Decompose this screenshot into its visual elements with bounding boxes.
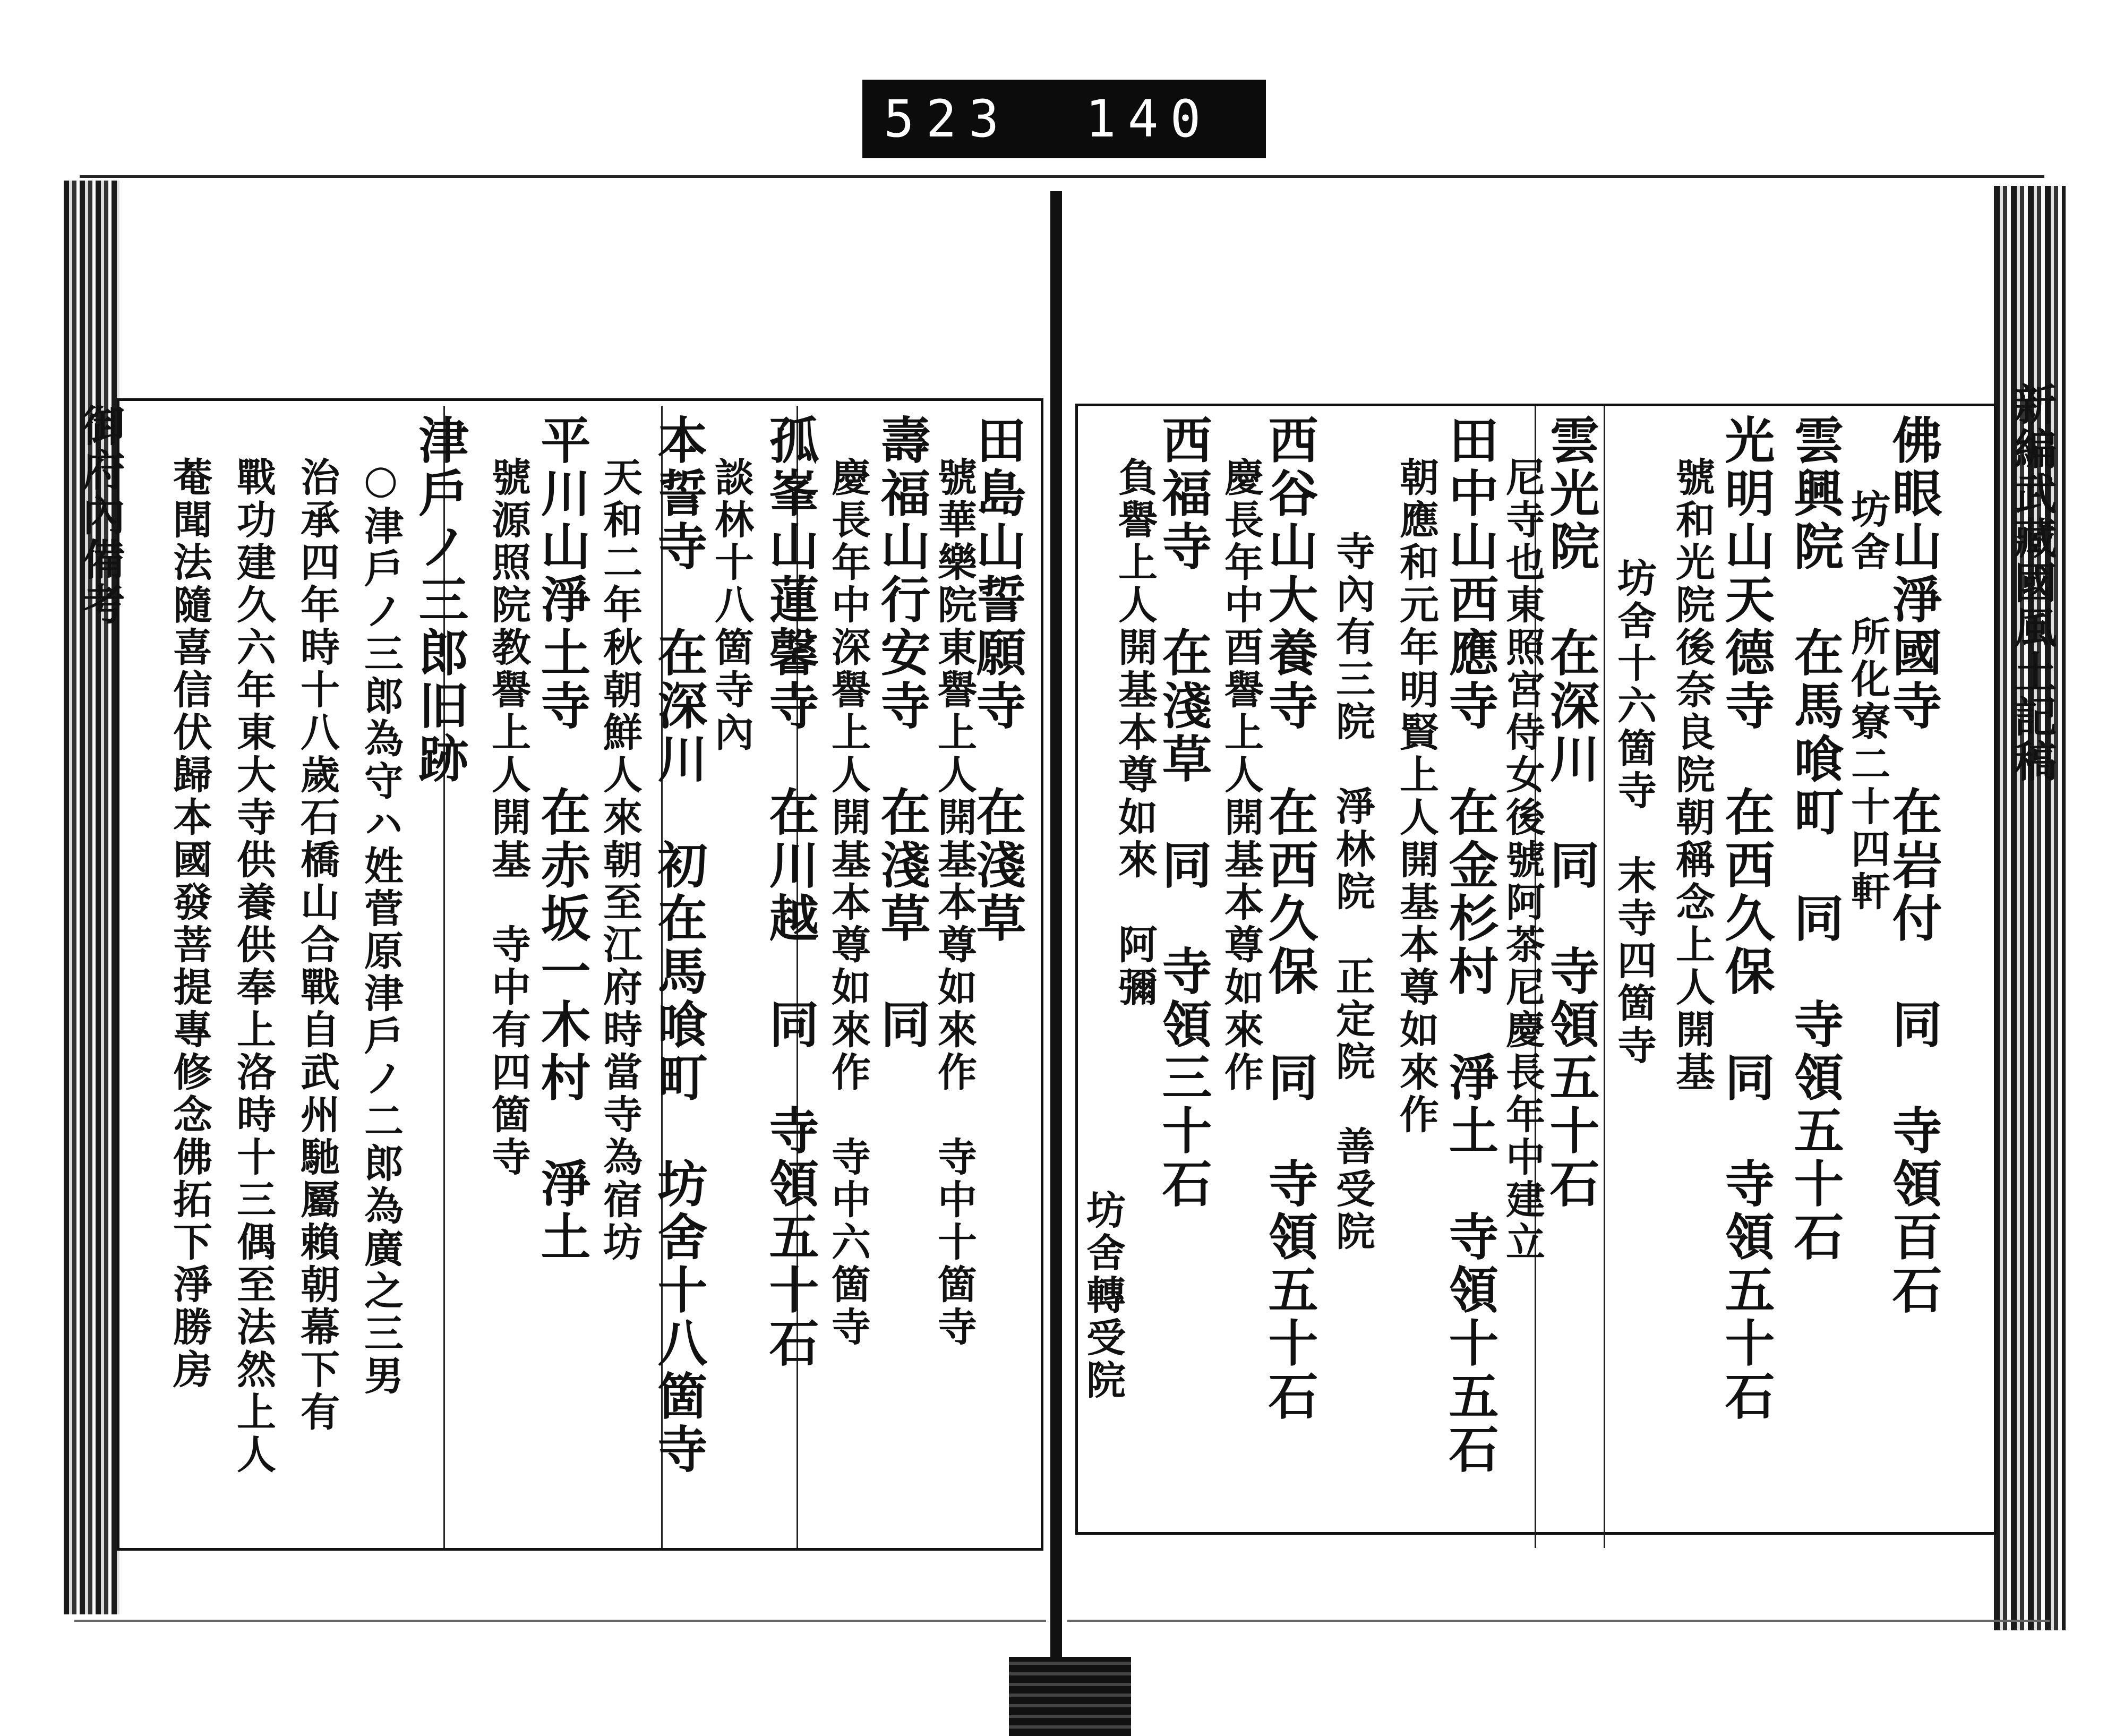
left-column-10: 號源照院教譽上人開基 寺中有四箇寺 xyxy=(485,457,531,1179)
right-column-15: 負譽上人開基本尊如來 阿彌 xyxy=(1112,457,1158,1009)
right-column-5: 號和光院後奈良院朝稱念上人開基 xyxy=(1669,457,1715,1094)
left-column-7: 本誓寺 在深川 初在馬喰町 坊舍十八箇寺 xyxy=(649,414,707,1476)
left-column-12: ○津戶ノ三郎為守ハ姓菅原津戶ノ二郎為廣之三男 xyxy=(358,457,404,1398)
left-column-11: 津戶ノ三郎旧跡 xyxy=(410,414,468,786)
catalog-sub-number: 140 xyxy=(1085,89,1213,149)
right-page-bottom xyxy=(1067,1561,2050,1622)
catalog-number: 523 xyxy=(884,89,1011,149)
left-column-13: 治承四年時十八歲石橋山合戰自武州馳屬賴朝幕下有 xyxy=(294,457,340,1434)
book-gutter xyxy=(1050,191,1062,1731)
left-column-14: 戰功建久六年東大寺供養供奉上洛時十三偶至法然上人 xyxy=(230,457,276,1476)
left-margin-title: 御府內備考 xyxy=(75,404,125,627)
left-column-15: 菴聞法隨喜信伏歸本國發菩提專修念佛拓下淨勝房 xyxy=(167,457,212,1391)
right-column-11: 寺內有三院 淨林院 正定院 善受院 xyxy=(1330,531,1375,1253)
left-column-5: 孤峯山蓮馨寺 在川越 同 寺領五十石 xyxy=(760,414,819,1370)
left-page-bottom xyxy=(74,1561,1046,1622)
right-column-14: 西福寺 在淺草 同 寺領三十石 xyxy=(1153,414,1212,1211)
right-column-13: 慶長年中酉譽上人開基本尊如來作 xyxy=(1218,457,1264,1094)
catalog-number-label xyxy=(862,80,1266,158)
left-column-2: 號華樂院東譽上人開基本尊如來作 寺中十箇寺 xyxy=(931,457,977,1349)
right-column-12: 西谷山大養寺 在西久保 同 寺領五十石 xyxy=(1260,414,1318,1423)
right-column-9: 田中山西應寺 在金杉村 淨土 寺領十五石 xyxy=(1440,414,1498,1476)
right-column-16: 坊舍轉受院 xyxy=(1080,1190,1126,1402)
left-column-8: 天和二年秋朝鮮人來朝至江府時當寺為宿坊 xyxy=(597,457,643,1264)
left-column-6: 談林十八箇寺內 xyxy=(708,457,754,754)
right-column-3: 雲興院 在馬喰町 同 寺領五十石 xyxy=(1785,414,1844,1264)
right-column-8: 尼寺也東照宮侍女後號阿茶尼慶長年中建立 xyxy=(1500,457,1545,1264)
right-column-2: 坊舍 所化寮二十四軒 xyxy=(1845,489,1890,913)
left-column-4: 慶長年中深譽上人開基本尊如來作 寺中六箇寺 xyxy=(825,457,871,1349)
right-column-7: 雲光院 在深川 同 寺領五十石 xyxy=(1541,414,1599,1211)
right-column-1: 佛眼山淨國寺 在岩付 同 寺領百石 xyxy=(1883,414,1942,1317)
left-page-edge xyxy=(64,181,119,1614)
gutter-shadow xyxy=(1009,1657,1131,1736)
left-column-1: 田島山誓願寺 在淺草 xyxy=(967,414,1026,945)
right-margin-title: 新編武藏國風土記稿 xyxy=(2007,382,2057,784)
left-column-9: 平川山淨土寺 在赤坂一木村 淨土 xyxy=(532,414,590,1264)
right-page-rule xyxy=(1604,406,1605,1548)
book-top-edge xyxy=(80,175,2044,199)
right-column-6: 坊舍十六箇寺 末寺四箇寺 xyxy=(1611,558,1657,1067)
right-column-10: 朝應和元年明賢上人開基本尊如來作 xyxy=(1393,457,1439,1136)
left-column-3: 壽福山行安寺 在淺草 同 xyxy=(872,414,930,1051)
right-column-4: 光明山天德寺 在西久保 同 寺領五十石 xyxy=(1716,414,1775,1423)
